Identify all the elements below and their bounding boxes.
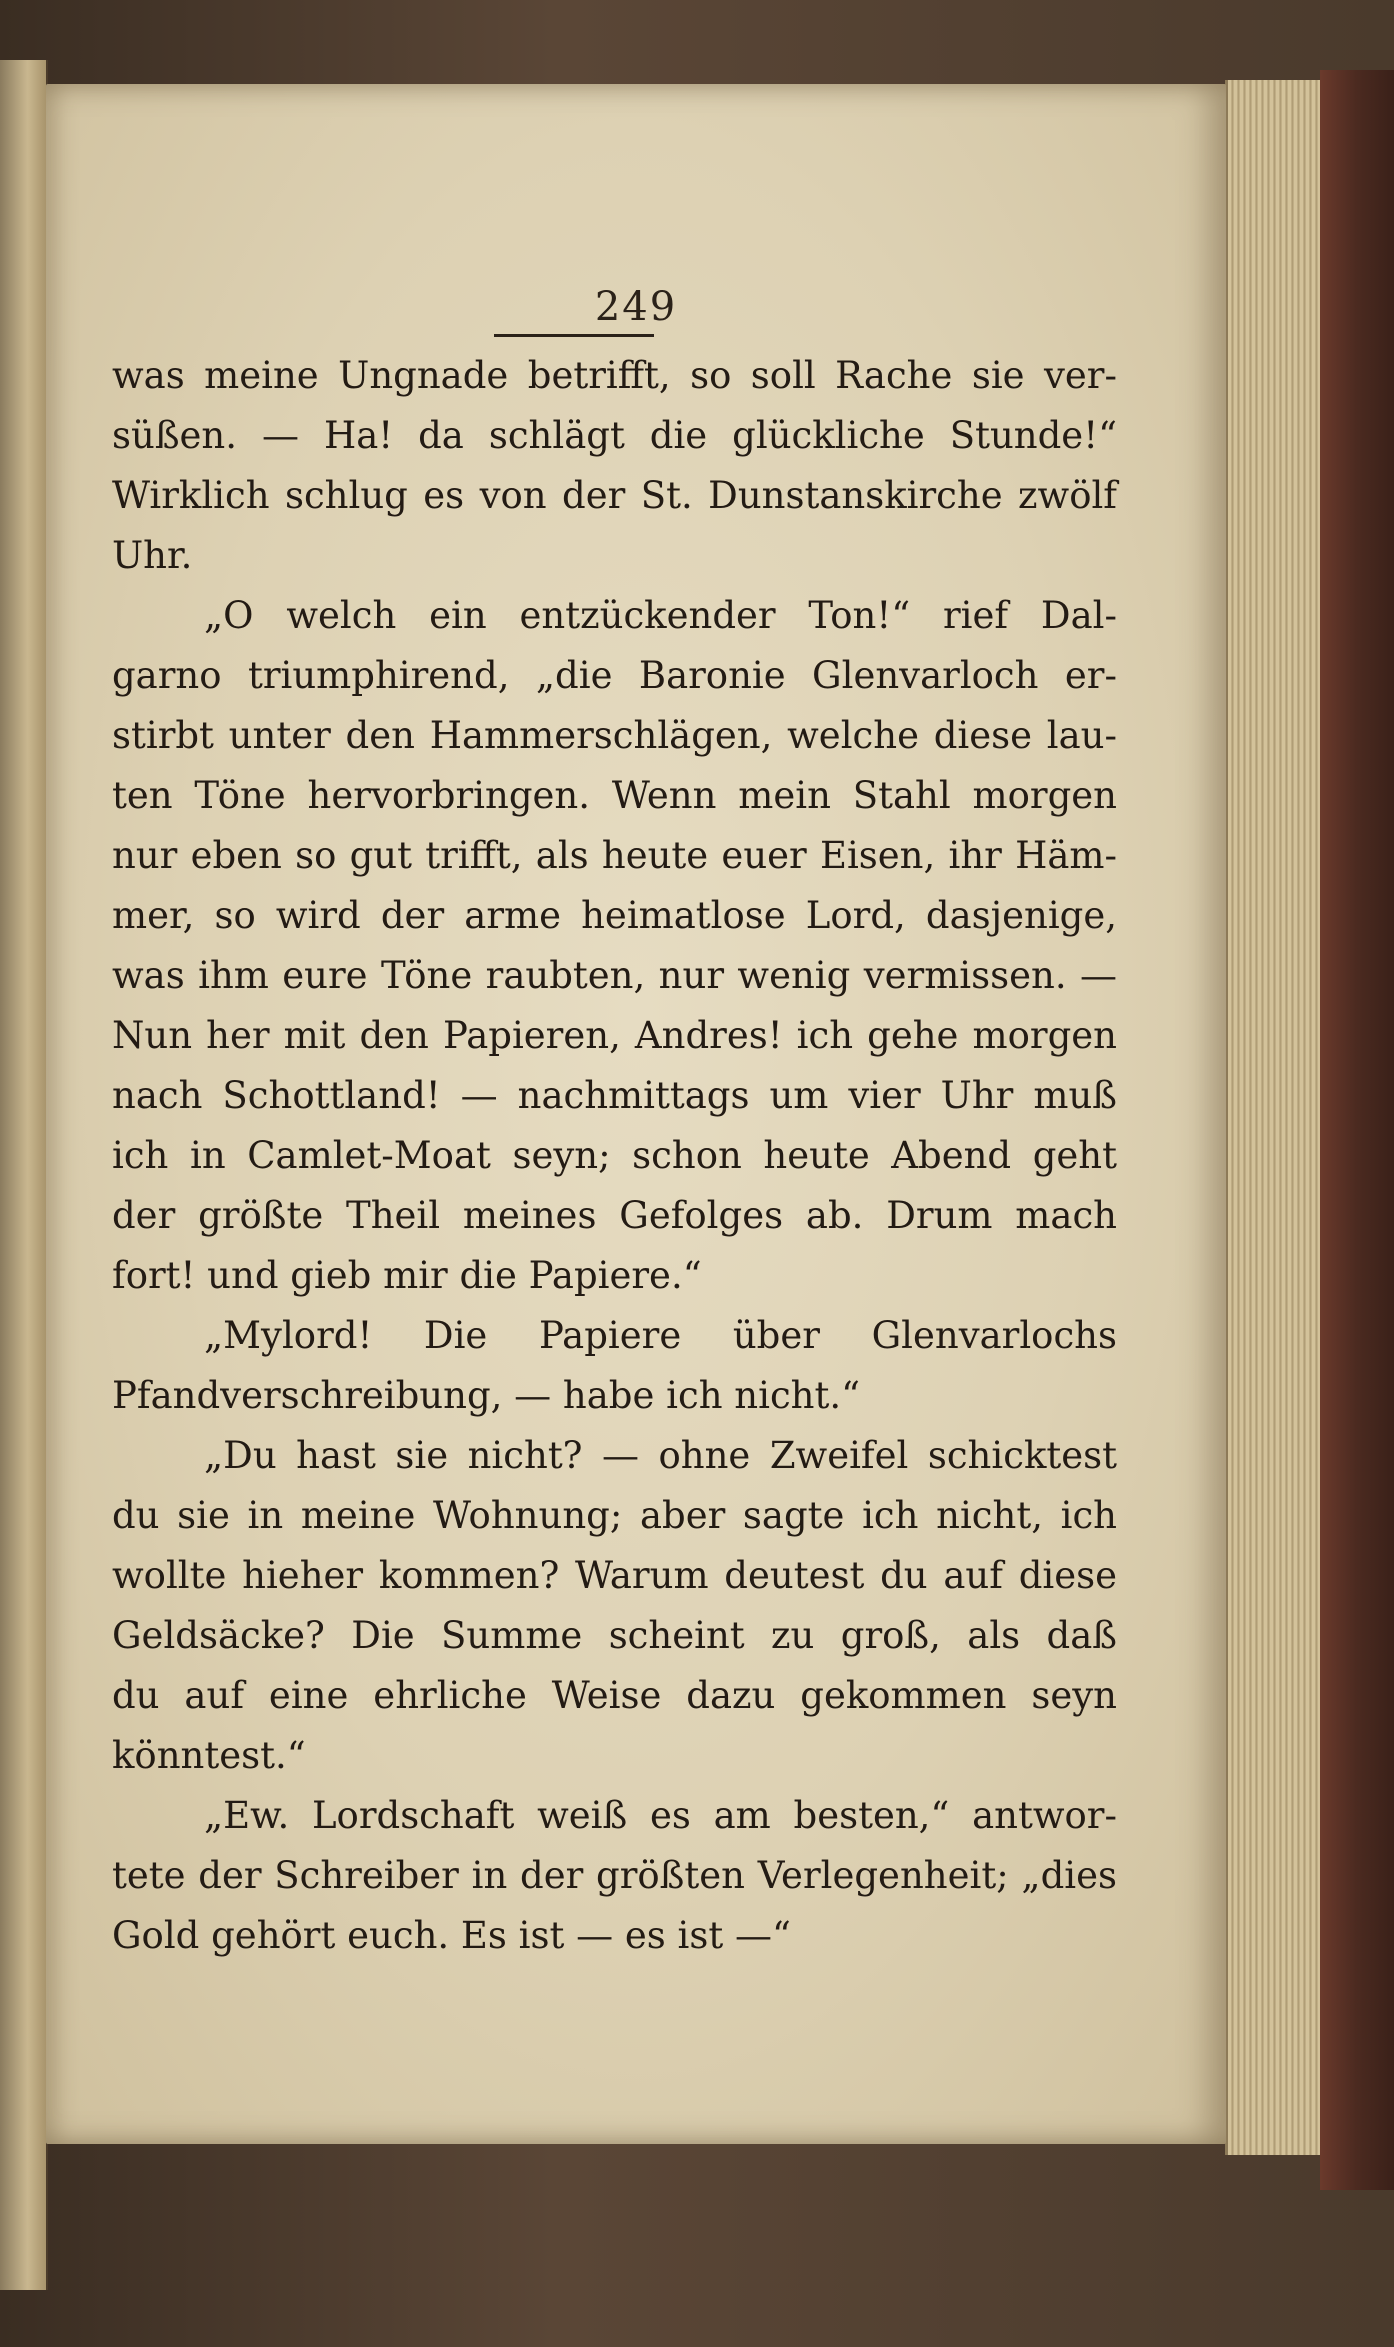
left-cover-edge — [0, 60, 48, 2290]
text-line: könntest.“ — [112, 1734, 306, 1777]
right-cover-edge — [1320, 70, 1394, 2190]
text-line: nur eben so gut trifft, als heute euer Eisen, ihr Häm- — [112, 834, 1117, 877]
page-block-edge — [1225, 80, 1323, 2155]
text-line: „Du hast sie nicht? — ohne Zweifel schicktest — [204, 1434, 1117, 1477]
text-line: „O welch ein entzückender Ton!“ rief Dal- — [204, 594, 1117, 637]
text-line: tete der Schreiber in der größten Verlegenheit; „dies — [112, 1854, 1117, 1897]
text-line: mer, so wird der arme heimatlose Lord, dasjenige, — [112, 894, 1117, 937]
text-line: süßen. — Ha! da schlägt die glückliche Stunde!“ — [112, 414, 1117, 457]
header-rule — [494, 334, 654, 337]
text-line: Gold gehört euch. Es ist — es ist —“ — [112, 1914, 791, 1957]
text-line: garno triumphirend, „die Baronie Glenvarloch er- — [112, 654, 1117, 697]
text-line: Uhr. — [112, 534, 193, 577]
text-line: stirbt unter den Hammerschlägen, welche diese lau- — [112, 714, 1117, 757]
text-line: was ihm eure Töne raubten, nur wenig vermissen. — — [112, 954, 1117, 997]
text-line: du auf eine ehrliche Weise dazu gekommen seyn — [112, 1674, 1117, 1717]
text-line: Geldsäcke? Die Summe scheint zu groß, als daß — [112, 1614, 1117, 1657]
text-line: Wirklich schlug es von der St. Dunstanskirche zwölf — [112, 474, 1117, 517]
text-line: ten Töne hervorbringen. Wenn mein Stahl morgen — [112, 774, 1117, 817]
text-line: fort! und gieb mir die Papiere.“ — [112, 1254, 702, 1297]
text-line: was meine Ungnade betrifft, so soll Rache sie ver- — [112, 354, 1117, 397]
text-line: du sie in meine Wohnung; aber sagte ich nicht, ich — [112, 1494, 1117, 1537]
text-line: wollte hieher kommen? Warum deutest du auf diese — [112, 1554, 1117, 1597]
text-line: „Mylord! Die Papiere über Glenvarlochs — [204, 1314, 1117, 1357]
page-number: 249 — [594, 284, 678, 330]
text-line: nach Schottland! — nachmittags um vier Uhr muß — [112, 1074, 1117, 1117]
text-line: ich in Camlet-Moat seyn; schon heute Abend geht — [112, 1134, 1117, 1177]
book-page — [46, 84, 1226, 2144]
page-text — [112, 346, 1117, 1966]
text-line: „Ew. Lordschaft weiß es am besten,“ antwor- — [204, 1794, 1117, 1837]
text-line: Nun her mit den Papieren, Andres! ich gehe morgen — [112, 1014, 1117, 1057]
text-line: Pfandverschreibung, — habe ich nicht.“ — [112, 1374, 861, 1417]
text-line: der größte Theil meines Gefolges ab. Drum mach — [112, 1194, 1117, 1237]
